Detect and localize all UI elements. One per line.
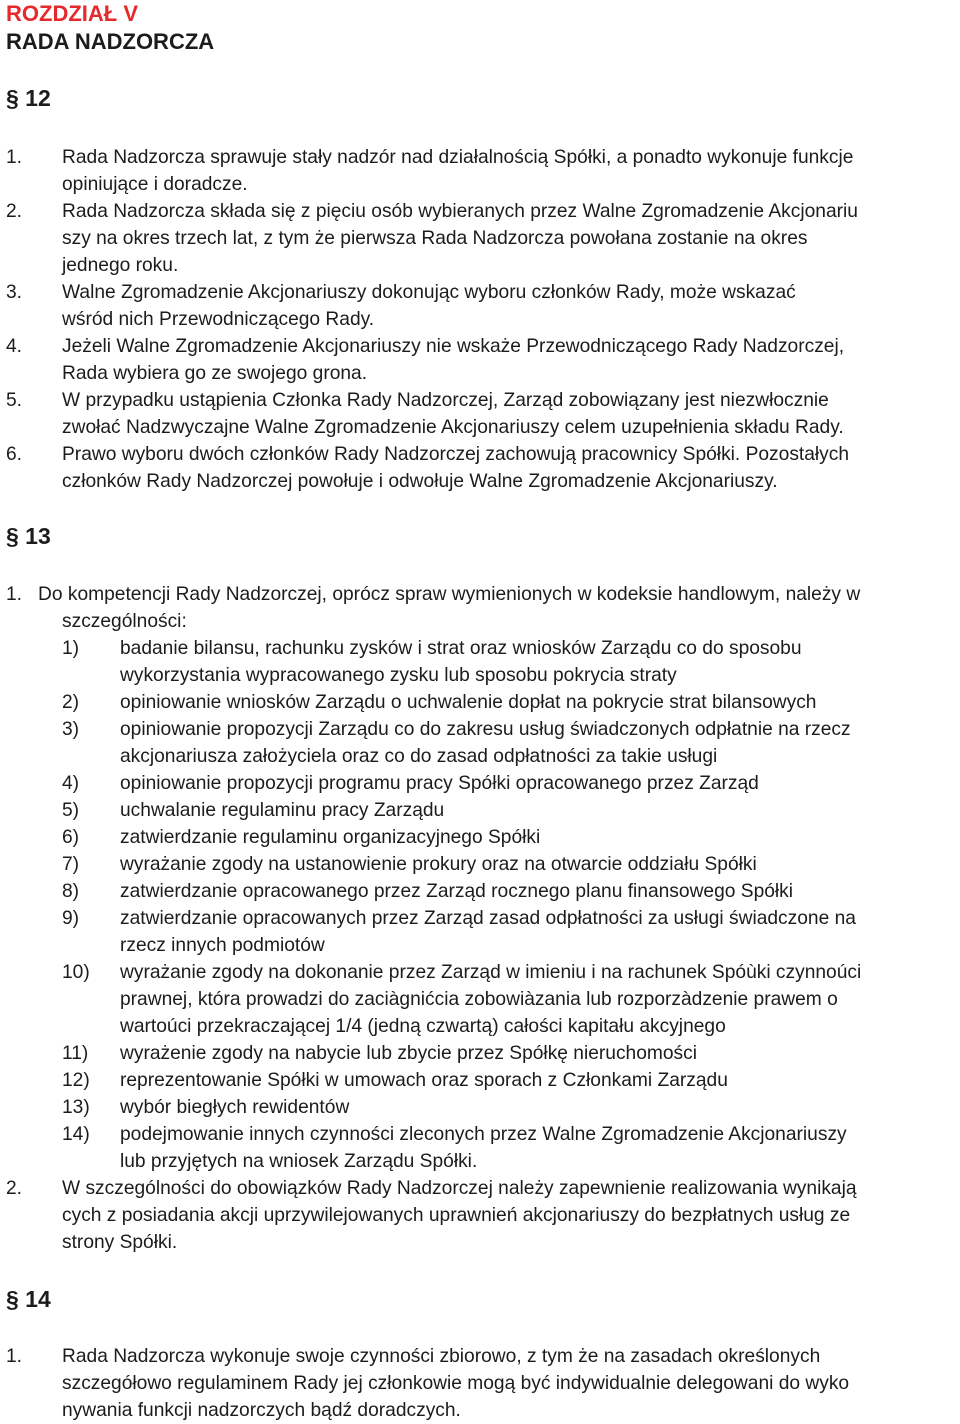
s12-item-2-line-1: Rada Nadzorcza składa się z pięciu osób wybieranych przez Walne Zgromadzenie Akcjonariu xyxy=(62,201,858,222)
s13-sub-14-line-2: lub przyjętych na wniosek Zarządu Spółki. xyxy=(120,1151,478,1172)
s13-sub-8-number: 8) xyxy=(62,881,80,902)
s12-item-2-line-2: szy na okres trzech lat, z tym że pierwsza Rada Nadzorcza powołana zostanie na okres xyxy=(62,228,808,249)
s12-item-1-line-1: Rada Nadzorcza sprawuje stały nadzór nad działalnością Spółki, a ponadto wykonuje funkcje xyxy=(62,147,854,168)
s13-sub-9-line-1: zatwierdzanie opracowanych przez Zarząd zasad odpłatności za usługi świadczone na xyxy=(120,908,856,929)
s12-item-5-line-1: W przypadku ustąpienia Członka Rady Nadzorczej, Zarząd zobowiązany jest niezwłocznie xyxy=(62,390,829,411)
s13-sub-1-number: 1) xyxy=(62,638,80,659)
s14-item-1-line-3: nywania funkcji nadzorczych bądź doradczych. xyxy=(62,1400,461,1421)
chapter-title: RADA NADZORCZA xyxy=(6,29,215,54)
s13-sub-11-line-1: wyrażenie zgody na nabycie lub zbycie przez Spółkę nieruchomości xyxy=(120,1043,697,1064)
s12-item-5-line-2: zwołać Nadzwyczajne Walne Zgromadzenie Akcjonariuszy celem uzupełnienia składu Rady. xyxy=(62,417,844,438)
s13-sub-10-line-1: wyrażanie zgody na dokonanie przez Zarząd w imieniu i na rachunek Spóùki czynnoúci xyxy=(120,962,862,983)
s12-item-2-number: 2. xyxy=(6,201,23,222)
s13-item-2-line-2: cych z posiadania akcji uprzywilejowanych uprawnień akcjonariuszy do bezpłatnych usług ze xyxy=(62,1205,851,1226)
section-13-heading: § 13 xyxy=(6,523,51,549)
s12-item-4-line-1: Jeżeli Walne Zgromadzenie Akcjonariuszy nie wskaże Przewodniczącego Rady Nadzorczej, xyxy=(62,336,845,357)
s13-sub-14-line-1: podejmowanie innych czynności zleconych przez Walne Zgromadzenie Akcjonariuszy xyxy=(120,1124,847,1145)
s12-item-6-line-1: Prawo wyboru dwóch członków Rady Nadzorczej zachowują pracownicy Spółki. Pozostałych xyxy=(62,444,850,465)
s14-item-1-number: 1. xyxy=(6,1346,23,1367)
s13-sub-13-number: 13) xyxy=(62,1097,90,1118)
s13-sub-5-number: 5) xyxy=(62,800,80,821)
chapter-label: ROZDZIAŁ V xyxy=(6,1,138,26)
s13-sub-2-number: 2) xyxy=(62,692,80,713)
s13-item-1-line-1: Do kompetencji Rady Nadzorczej, oprócz spraw wymienionych w kodeksie handlowym, należy w xyxy=(38,584,861,605)
s13-sub-10-line-3: wartoúci przekraczającej 1/4 (jedną czwartą) całości kapitału akcyjnego xyxy=(120,1016,726,1037)
s14-item-1-line-1: Rada Nadzorcza wykonuje swoje czynności zbiorowo, z tym że na zasadach określonych xyxy=(62,1346,821,1367)
s13-sub-5-line-1: uchwalanie regulaminu pracy Zarządu xyxy=(120,800,445,821)
s13-sub-11-number: 11) xyxy=(62,1043,89,1064)
s12-item-4-number: 4. xyxy=(6,336,23,357)
s12-item-2-line-3: jednego roku. xyxy=(62,255,179,276)
s13-item-2-number: 2. xyxy=(6,1178,23,1199)
s12-item-6-number: 6. xyxy=(6,444,23,465)
s13-sub-1-line-2: wykorzystania wypracowanego zysku lub sposobu pokrycia straty xyxy=(120,665,677,686)
s12-item-1-line-2: opiniujące i doradcze. xyxy=(62,174,248,195)
s13-sub-3-line-1: opiniowanie propozycji Zarządu co do zakresu usług świadczonych odpłatnie na rzecz xyxy=(120,719,851,740)
s13-sub-14-number: 14) xyxy=(62,1124,90,1145)
s13-item-2-line-3: strony Spółki. xyxy=(62,1232,178,1253)
section-12-heading: § 12 xyxy=(6,85,51,111)
s12-item-3-number: 3. xyxy=(6,282,23,303)
s13-sub-3-line-2: akcjonariusza założyciela oraz co do zasad odpłatności za takie usługi xyxy=(120,746,718,767)
s13-sub-12-number: 12) xyxy=(62,1070,90,1091)
s12-item-1-number: 1. xyxy=(6,147,23,168)
s13-sub-1-line-1: badanie bilansu, rachunku zysków i strat oraz wniosków Zarządu co do sposobu xyxy=(120,638,802,659)
section-14-heading: § 14 xyxy=(6,1286,51,1312)
s14-item-1-line-2: szczegółowo regulaminem Rady jej członkowie mogą być indywidualnie delegowani do wyko xyxy=(62,1373,850,1394)
s12-item-6-line-2: członków Rady Nadzorczej powołuje i odwołuje Walne Zgromadzenie Akcjonariuszy. xyxy=(62,471,778,492)
s13-sub-3-number: 3) xyxy=(62,719,80,740)
s13-item-2-line-1: W szczególności do obowiązków Rady Nadzorczej należy zapewnienie realizowania wynikają xyxy=(62,1178,857,1199)
s13-sub-7-number: 7) xyxy=(62,854,80,875)
s13-sub-9-number: 9) xyxy=(62,908,80,929)
s13-sub-4-number: 4) xyxy=(62,773,80,794)
s13-item-1-line-2: szczególności: xyxy=(62,611,187,632)
s12-item-4-line-2: Rada wybiera go ze swojego grona. xyxy=(62,363,368,384)
s13-sub-13-line-1: wybór biegłych rewidentów xyxy=(120,1097,350,1118)
s13-sub-6-number: 6) xyxy=(62,827,80,848)
s13-sub-9-line-2: rzecz innych podmiotów xyxy=(120,935,325,956)
s13-sub-12-line-1: reprezentowanie Spółki w umowach oraz sporach z Członkami Zarządu xyxy=(120,1070,728,1091)
s13-sub-10-number: 10) xyxy=(62,962,90,983)
s13-sub-7-line-1: wyrażanie zgody na ustanowienie prokury oraz na otwarcie oddziału Spółki xyxy=(120,854,757,875)
s13-sub-8-line-1: zatwierdzanie opracowanego przez Zarząd rocznego planu finansowego Spółki xyxy=(120,881,794,902)
s13-sub-10-line-2: prawnej, która prowadzi do zaciàgnićcia zobowiàzania lub rozporzàdzenie prawem o xyxy=(120,989,838,1010)
s12-item-5-number: 5. xyxy=(6,390,23,411)
s12-item-3-line-1: Walne Zgromadzenie Akcjonariuszy dokonując wyboru członków Rady, może wskazać xyxy=(62,282,796,303)
s12-item-3-line-2: wśród nich Przewodniczącego Rady. xyxy=(62,309,375,330)
s13-item-1-number: 1. xyxy=(6,584,23,605)
s13-sub-6-line-1: zatwierdzanie regulaminu organizacyjnego Spółki xyxy=(120,827,541,848)
s13-sub-2-line-1: opiniowanie wniosków Zarządu o uchwalenie dopłat na pokrycie strat bilansowych xyxy=(120,692,817,713)
s13-sub-4-line-1: opiniowanie propozycji programu pracy Spółki opracowanego przez Zarząd xyxy=(120,773,759,794)
